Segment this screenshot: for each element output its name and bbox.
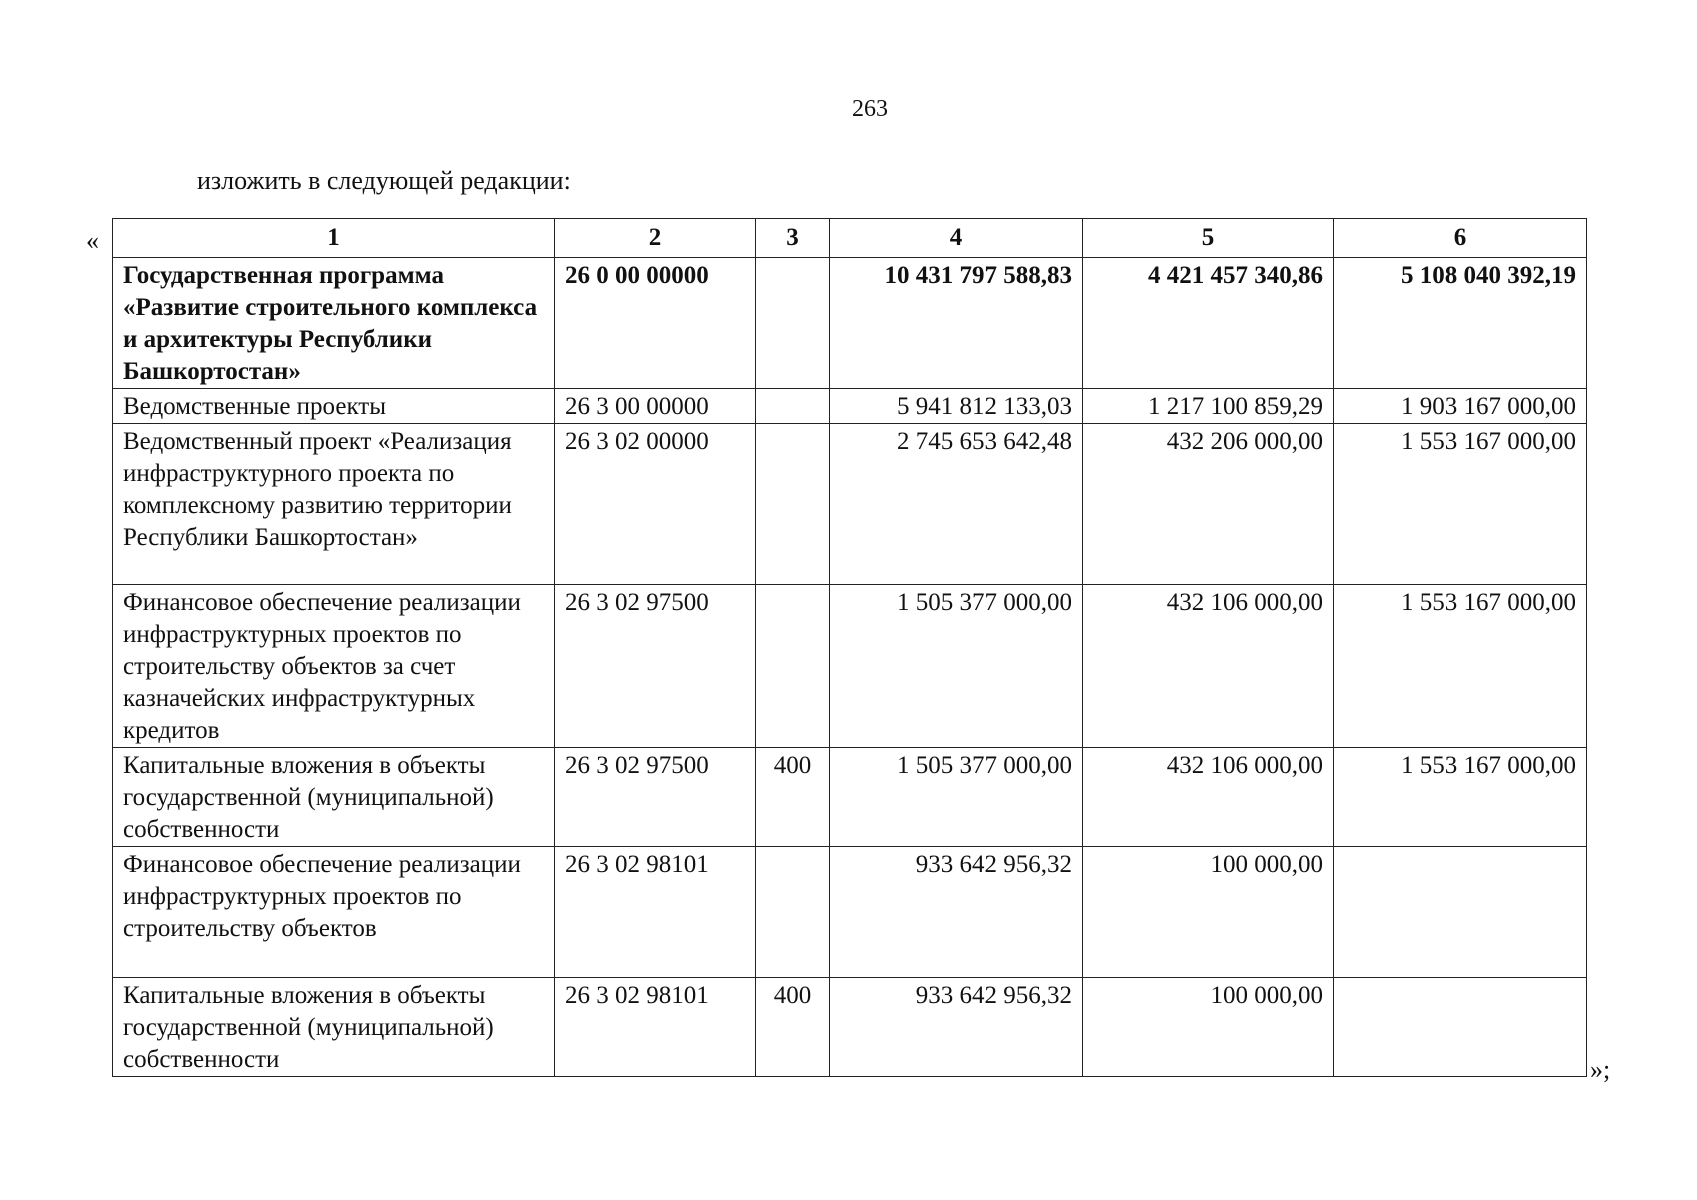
row-sum-col6 — [1334, 978, 1587, 1077]
row-sum-col5: 100 000,00 — [1083, 978, 1334, 1077]
row-sum-col6: 1 553 167 000,00 — [1334, 424, 1587, 585]
column-header-2: 2 — [555, 219, 756, 258]
row-sum-col4: 933 642 956,32 — [830, 978, 1083, 1077]
row-sum-col4: 1 505 377 000,00 — [830, 585, 1083, 748]
row-expense-type — [756, 258, 830, 389]
column-header-1: 1 — [113, 219, 555, 258]
row-sum-col5: 100 000,00 — [1083, 847, 1334, 978]
row-sum-col4: 2 745 653 642,48 — [830, 424, 1083, 585]
row-code: 26 3 02 97500 — [555, 585, 756, 748]
row-expense-type: 400 — [756, 978, 830, 1077]
open-quote: « — [86, 226, 99, 255]
row-sum-col6: 1 553 167 000,00 — [1334, 585, 1587, 748]
intro-text: изложить в следующей редакции: — [197, 166, 571, 195]
page-number: 263 — [852, 96, 888, 122]
row-sum-col4: 933 642 956,32 — [830, 847, 1083, 978]
row-code: 26 3 02 00000 — [555, 424, 756, 585]
row-name: Финансовое обеспечение реализации инфраструктурных проектов по строительству объектов за счет казначейских инфраструктурных кредитов — [113, 585, 555, 748]
row-sum-col5: 432 106 000,00 — [1083, 585, 1334, 748]
row-sum-col4: 1 505 377 000,00 — [830, 748, 1083, 847]
row-sum-col5: 4 421 457 340,86 — [1083, 258, 1334, 389]
row-expense-type — [756, 847, 830, 978]
table-row — [113, 389, 1587, 424]
row-sum-col5: 432 106 000,00 — [1083, 748, 1334, 847]
budget-table — [112, 218, 1587, 1077]
row-expense-type: 400 — [756, 748, 830, 847]
row-sum-col6: 5 108 040 392,19 — [1334, 258, 1587, 389]
row-code: 26 3 02 97500 — [555, 748, 756, 847]
row-sum-col6 — [1334, 847, 1587, 978]
row-sum-col4: 10 431 797 588,83 — [830, 258, 1083, 389]
row-sum-col5: 432 206 000,00 — [1083, 424, 1334, 585]
row-expense-type — [756, 389, 830, 424]
table-row — [113, 978, 1587, 1077]
column-header-3: 3 — [756, 219, 830, 258]
row-code: 26 3 02 98101 — [555, 847, 756, 978]
row-code: 26 3 02 98101 — [555, 978, 756, 1077]
row-sum-col6: 1 553 167 000,00 — [1334, 748, 1587, 847]
row-sum-col5: 1 217 100 859,29 — [1083, 389, 1334, 424]
header-row — [113, 219, 1587, 258]
table-row — [113, 748, 1587, 847]
table-row — [113, 847, 1587, 978]
row-code: 26 3 00 00000 — [555, 389, 756, 424]
row-name: Капитальные вложения в объекты государственной (муниципальной) собственности — [113, 978, 555, 1077]
row-sum-col6: 1 903 167 000,00 — [1334, 389, 1587, 424]
close-quote: »; — [1590, 1055, 1611, 1084]
row-name: Государственная программа «Развитие строительного комплекса и архитектуры Республики Башкортостан» — [113, 258, 555, 389]
column-header-4: 4 — [830, 219, 1083, 258]
row-name: Ведомственные проекты — [113, 389, 555, 424]
row-name: Капитальные вложения в объекты государственной (муниципальной) собственности — [113, 748, 555, 847]
row-expense-type — [756, 424, 830, 585]
row-name: Ведомственный проект «Реализация инфраструктурного проекта по комплексному развитию территории Республики Башкортостан» — [113, 424, 555, 585]
table-row — [113, 424, 1587, 585]
row-name: Финансовое обеспечение реализации инфраструктурных проектов по строительству объектов — [113, 847, 555, 978]
row-expense-type — [756, 585, 830, 748]
table-row — [113, 585, 1587, 748]
row-code: 26 0 00 00000 — [555, 258, 756, 389]
column-header-5: 5 — [1083, 219, 1334, 258]
table-row — [113, 258, 1587, 389]
column-header-6: 6 — [1334, 219, 1587, 258]
row-sum-col4: 5 941 812 133,03 — [830, 389, 1083, 424]
